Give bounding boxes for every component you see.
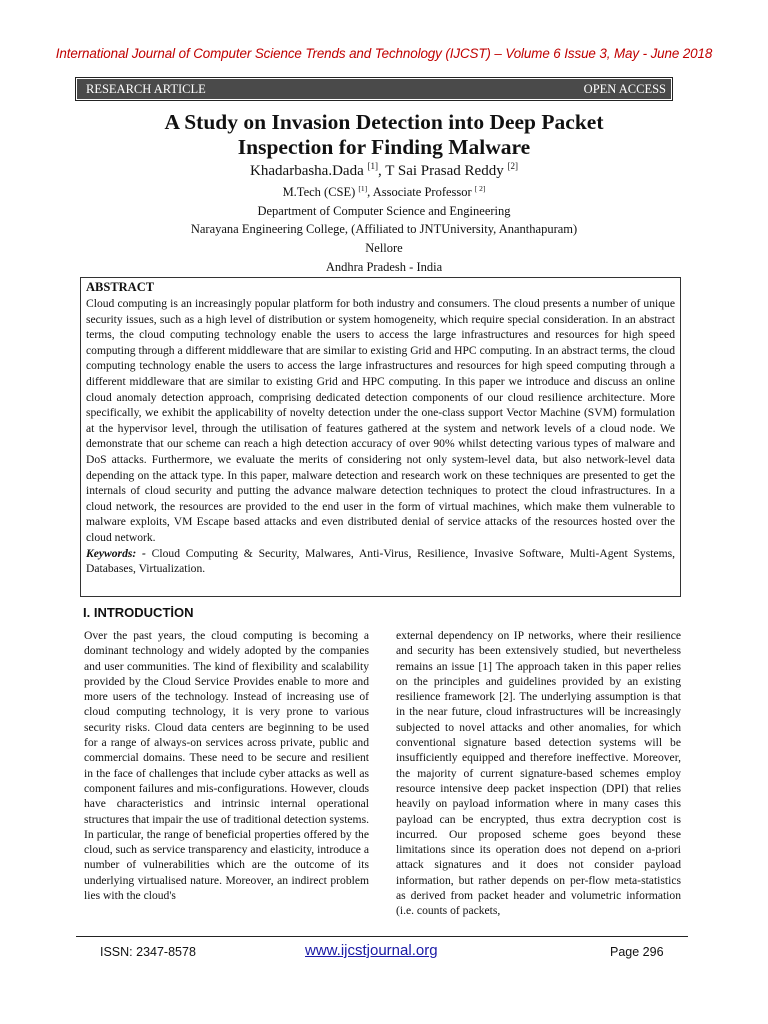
footer-issn: ISSN: 2347-8578: [100, 945, 196, 959]
open-access-label: OPEN ACCESS: [583, 81, 666, 96]
abstract-text: Cloud computing is an increasingly popular platform for both industry and consumers. The cloud presents a number of unique security issues, such as a high level of distribution or system homogeneity, which require special consideration. In an abstract terms, the cloud computing technology enable the users to access the large infrastructures and resources for high speed computing through a different middleware that are similar to existing Grid and HPC computing. In an abstract terms, the cloud computing technology enable the users to access the large infrastructures and resources for high speed computing through a different middleware that are similar to existing Grid and HPC computing. In this paper we introduce and discuss an online cloud anomaly detection approach, comprising dedicated detection components of our cloud resilience architecture. More specifically, we exhibit the applicability of novelty detection under the one-class support Vector Machine (SVM) formulation at the hypervisor level, through the utilisation of features gathered at the system and network levels of a cloud node. We demonstrate that our scheme can reach a high detection accuracy of over 90% whilst detecting various types of malware and DoS attacks. Furthermore, we evaluate the merits of considering not only system-level data, but also network-level data depending on the attack type. In this paper, malware detection and research work on these techniques are presented to get the internals of cloud security and putting the advance malware detection techniques to protect the cloud infrastructures. In a cloud network, the resources are provided to the end user in the form of virtual machines, which make them vulnerable to malware exploits, VM Escape based attacks and even distributed denial of service attacks of the resources hosted over the cloud network.: [86, 297, 675, 544]
journal-header: International Journal of Computer Science Trends and Technology (IJCST) – Volume 6 Issue 3, May - June 2018: [55, 46, 713, 61]
paper-title: [80, 110, 688, 160]
title-line-2: Inspection for Finding Malware: [237, 135, 531, 159]
article-type-label: RESEARCH ARTICLE: [86, 81, 206, 96]
keywords-label: Keywords: -: [86, 546, 146, 560]
abstract-body: [86, 296, 675, 577]
department: Department of Computer Science and Engineering: [257, 204, 511, 218]
author-1-ref: [1]: [367, 161, 378, 171]
author-1: Khadarbasha.Dada: [250, 163, 364, 179]
author-list: [0, 161, 768, 180]
city: Nellore: [365, 241, 403, 255]
college: Narayana Engineering College, (Affiliated to JNTUniversity, Ananthapuram): [190, 222, 578, 236]
abstract-heading: ABSTRACT: [86, 280, 155, 294]
role-1-ref: [1]: [358, 184, 368, 193]
title-line-1: A Study on Invasion Detection into Deep Packet: [164, 110, 604, 134]
footer-journal-link[interactable]: www.ijcstjournal.org: [305, 942, 438, 959]
author-2: T Sai Prasad Reddy: [385, 163, 504, 179]
footer-page-number: Page 296: [610, 945, 664, 959]
keywords-text: Cloud Computing & Security, Malwares, Anti-Virus, Resilience, Invasive Software, Multi-Agent Systems, Databases, Virtualization.: [86, 546, 676, 576]
role-2-ref: [ 2]: [474, 184, 486, 193]
footer-divider: [76, 936, 688, 937]
author-2-ref: [2]: [507, 161, 518, 171]
author-roles: [0, 184, 768, 200]
role-1: M.Tech (CSE): [282, 185, 356, 200]
intro-column-right: external dependency on IP networks, where their resilience and security has been extensively studied, but nevertheless remains an issue [1] The approach taken in this paper relies on the principles and guidelines provided by an existing resilience framework [2]. The underlying assumption is that in the near future, cloud infrastructures will be increasingly subjected to novel attacks and other anomalies, for which conventional signature based detection systems will be insufficiently equipped and therefore ineffective. Moreover, the majority of current signature-based schemes employ resource intensive deep packet inspection (DPI) that relies heavily on payload information where in many cases this payload can be encrypted, thus extra decryption cost is incurred. Our proposed scheme goes beyond these limitations since its operation does not depend on a-priori attack signatures and it does not consider payload information, but rather depends on per-flow meta-statistics as derived from packet header and volumetric information (i.e. counts of packets,: [396, 629, 681, 918]
article-banner-inner: [77, 79, 671, 99]
abstract-box: [80, 277, 681, 597]
author-separator: ,: [378, 163, 386, 179]
role-2: , Associate Professor: [367, 185, 472, 200]
article-banner: [75, 77, 673, 101]
intro-column-left: Over the past years, the cloud computing is becoming a dominant technology and widely adopted by the companies and user communities. The kind of flexibility and scalability provided by the Cloud Service Provides enable to more and more users of the technology. Instead of increasing use of cloud computing technology, it is very prone to various security risks. Cloud data centers are beginning to be used for a range of always-on services across private, public and commercial domains. These need to be secure and resilient in the face of challenges that include cyber attacks as well as component failures and mis-configurations. However, clouds have characteristics and intrinsic internal operational structures that impair the use of traditional detection systems. In particular, the range of beneficial properties offered by the cloud, such as service transparency and elasticity, introduce a number of vulnerabilities which are the outcome of its underlying virtualised nature. Moreover, an indirect problem lies with the cloud's: [84, 629, 369, 903]
intro-heading: I. INTRODUCTİON: [83, 605, 194, 620]
state: Andhra Pradesh - India: [325, 260, 443, 274]
